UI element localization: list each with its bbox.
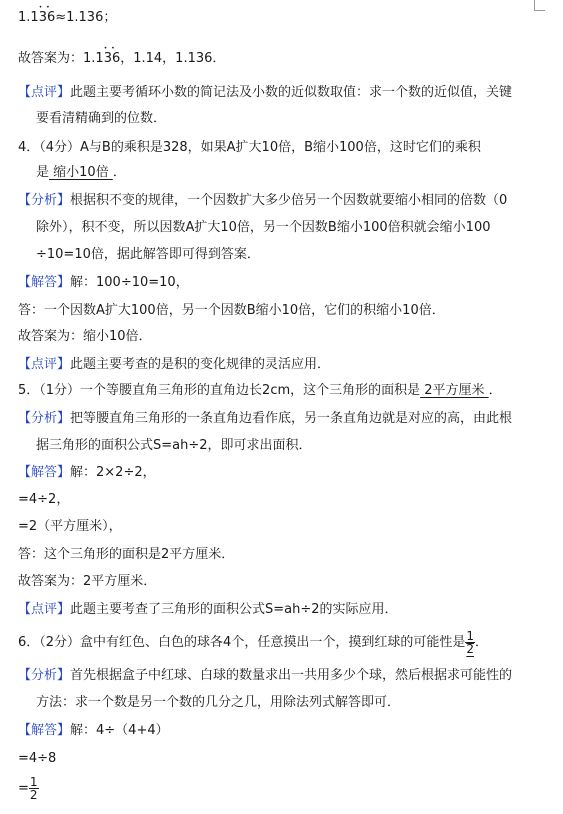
solution-q4: 【解答】解：100÷10=10， bbox=[18, 275, 189, 290]
solution-tag: 【解答】 bbox=[18, 275, 71, 290]
question-6: 6．（2分）盒中有红色、白色的球各4个，任意摸出一个，摸到红球的可能性是 $\frac{1}{2}$ ． bbox=[18, 629, 488, 656]
final-answer-q4: 故答案为：缩小10倍． bbox=[18, 329, 152, 344]
solution-tag: 【解答】 bbox=[18, 723, 71, 738]
analysis-q4: 【分析】根据积不变的规律，一个因数扩大多少倍另一个因数就要缩小相同的倍数（0 bbox=[18, 193, 508, 208]
analysis-q4-cont1: 除外），积不变，所以因数A扩大10倍，另一个因数B缩小100倍积就会缩小100 bbox=[36, 220, 491, 235]
comment-tag: 【点评】 bbox=[18, 357, 71, 372]
recurring-digits: • • 36 bbox=[39, 9, 56, 27]
question-5: 5．（1分）一个等腰直角三角形的直角边长2cm，这个三角形的面积是 2平方厘米 ． bbox=[18, 383, 502, 398]
analysis-q5-cont: 据三角形的面积公式S=ah÷2，即可求出面积． bbox=[36, 438, 312, 453]
solution-q5-step2: =4÷2， bbox=[18, 492, 70, 507]
comment-q3: 【点评】此题主要考循环小数的简记法及小数的近似数取值：求一个数的近似值，关键 bbox=[18, 85, 513, 100]
comment-q4: 【点评】此题主要考查的是积的变化规律的灵活应用． bbox=[18, 357, 331, 372]
question-4: 4．（4分）A与B的乘积是328，如果A扩大10倍，B缩小100倍，这时它们的乘积 bbox=[18, 140, 481, 155]
answer-blank: 缩小10倍 bbox=[49, 165, 113, 180]
analysis-tag: 【分析】 bbox=[18, 193, 71, 208]
question-4-cont: 是 缩小10倍 ． bbox=[36, 165, 126, 180]
solution-q6: 【解答】解：4÷（4+4） bbox=[18, 723, 169, 738]
solution-q6-step3: = $\frac{1}{2}$ bbox=[18, 775, 38, 802]
final-answer-q5: 故答案为：2平方厘米． bbox=[18, 574, 157, 589]
result-fraction: $\frac{1}{2}$ bbox=[29, 775, 38, 802]
answer-line-q3: 故答案为：1.1• • 36，1.14，1.136． bbox=[18, 50, 225, 68]
answer-fraction: $\frac{1}{2}$ bbox=[466, 629, 474, 656]
answer-q5: 答：这个三角形的面积是2平方厘米． bbox=[18, 547, 235, 562]
page-corner-mark bbox=[534, 0, 545, 11]
analysis-tag: 【分析】 bbox=[18, 668, 71, 683]
analysis-q6-cont: 方法：求一个数是另一个数的几分之几，用除法列式解答即可． bbox=[36, 695, 401, 710]
analysis-q4-cont2: ÷10=10倍，据此解答即可得到答案． bbox=[36, 247, 260, 262]
comment-q5: 【点评】此题主要考查了三角形的面积公式S=ah÷2的实际应用． bbox=[18, 602, 398, 617]
answer-blank: 2平方厘米 bbox=[420, 383, 489, 398]
recurring-digits: • • 36 bbox=[104, 50, 121, 68]
solution-q5: 【解答】解：2×2÷2， bbox=[18, 465, 156, 480]
comment-tag: 【点评】 bbox=[18, 85, 71, 100]
solution-q6-step2: =4÷8 bbox=[18, 751, 57, 766]
comment-tag: 【点评】 bbox=[18, 602, 71, 617]
analysis-q5: 【分析】把等腰直角三角形的一条直角边看作底，另一条直角边就是对应的高，由此根 bbox=[18, 411, 513, 426]
comment-q3-cont: 要看清精确到的位数． bbox=[36, 111, 167, 126]
analysis-q6: 【分析】首先根据盒子中红球、白球的数量求出一共用多少个球，然后根据求可能性的 bbox=[18, 668, 513, 683]
recurring-decimal-line: 1.1• • 36≈1.136； bbox=[18, 9, 116, 27]
solution-q5-step3: =2（平方厘米）， bbox=[18, 519, 122, 534]
answer-q4: 答：一个因数A扩大100倍，另一个因数B缩小10倍，它们的积缩小10倍． bbox=[18, 303, 445, 318]
analysis-tag: 【分析】 bbox=[18, 411, 71, 426]
solution-tag: 【解答】 bbox=[18, 465, 71, 480]
